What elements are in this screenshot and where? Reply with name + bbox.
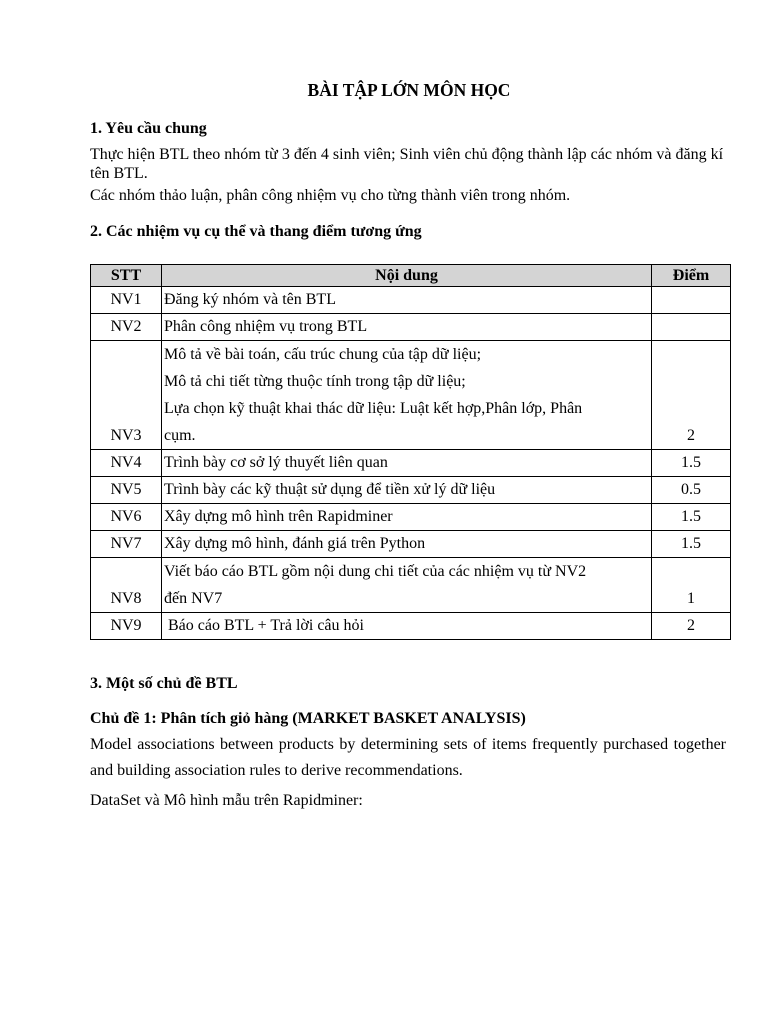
table-row <box>91 287 731 314</box>
table-row <box>91 341 731 450</box>
row-stt: NV9 <box>91 613 162 640</box>
row-content <box>162 558 652 613</box>
row-content-line: Trình bày cơ sở lý thuyết liên quan <box>164 454 388 471</box>
document-title: BÀI TẬP LỚN MÔN HỌC <box>307 80 511 100</box>
row-content-line: Mô tả chi tiết từng thuộc tính trong tập dữ liệu; <box>164 373 466 390</box>
header-diem: Điểm <box>652 265 731 287</box>
row-content <box>162 477 652 504</box>
table-row <box>91 531 731 558</box>
row-diem: 2 <box>652 341 731 450</box>
row-content-line: Phân công nhiệm vụ trong BTL <box>164 318 368 335</box>
section-1-paragraph-2: Các nhóm thảo luận, phân công nhiệm vụ cho từng thành viên trong nhóm. <box>90 187 571 204</box>
row-stt: NV8 <box>91 558 162 613</box>
row-stt: NV7 <box>91 531 162 558</box>
table-row <box>91 477 731 504</box>
topic-1-heading: Chủ đề 1: Phân tích giỏ hàng (MARKET BASKET ANALYSIS) <box>90 710 526 727</box>
row-stt: NV3 <box>91 341 162 450</box>
row-stt: NV5 <box>91 477 162 504</box>
table-header-row <box>91 265 731 287</box>
task-table <box>90 264 731 640</box>
header-noi-dung: Nội dung <box>162 265 652 287</box>
row-diem <box>652 287 731 314</box>
section-1-heading: 1. Yêu cầu chung <box>90 120 207 137</box>
row-content-line: Viết báo cáo BTL gồm nội dung chi tiết của các nhiệm vụ từ NV2 <box>164 563 587 580</box>
row-content-line: cụm. <box>164 427 196 444</box>
row-stt: NV6 <box>91 504 162 531</box>
row-diem: 1.5 <box>652 531 731 558</box>
row-content <box>162 341 652 450</box>
row-diem <box>652 314 731 341</box>
row-content <box>162 287 652 314</box>
row-content-line: Lựa chọn kỹ thuật khai thác dữ liệu: Luật kết hợp,Phân lớp, Phân <box>164 400 583 417</box>
row-content <box>162 531 652 558</box>
row-content <box>162 613 652 640</box>
row-content-line: Đăng ký nhóm và tên BTL <box>164 291 336 308</box>
section-2-heading: 2. Các nhiệm vụ cụ thể và thang điểm tương ứng <box>90 223 422 240</box>
row-diem: 0.5 <box>652 477 731 504</box>
row-diem: 1.5 <box>652 450 731 477</box>
row-stt: NV1 <box>91 287 162 314</box>
row-diem: 2 <box>652 613 731 640</box>
topic-1-description: Model associations between products by determining sets of items frequently purchased together and building association rules to derive recommendations. <box>90 736 726 779</box>
table-row <box>91 613 731 640</box>
row-content-line: Xây dựng mô hình, đánh giá trên Python <box>164 535 426 552</box>
row-content-line: Mô tả về bài toán, cấu trúc chung của tập dữ liệu; <box>164 346 482 363</box>
table-row <box>91 314 731 341</box>
row-content-line: Báo cáo BTL + Trả lời câu hỏi <box>164 617 364 634</box>
section-3-heading: 3. Một số chủ đề BTL <box>90 675 238 692</box>
row-content-line: Trình bày các kỹ thuật sử dụng để tiền xử lý dữ liệu <box>164 481 496 498</box>
section-1-paragraph-1: Thực hiện BTL theo nhóm từ 3 đến 4 sinh viên; Sinh viên chủ động thành lập các nhóm và đăng kí tên BTL. <box>90 146 724 182</box>
header-stt: STT <box>91 265 162 287</box>
row-content-line: Xây dựng mô hình trên Rapidminer <box>164 508 393 525</box>
row-content <box>162 504 652 531</box>
row-content <box>162 450 652 477</box>
table-row <box>91 504 731 531</box>
table-row <box>91 558 731 613</box>
row-diem: 1 <box>652 558 731 613</box>
row-stt: NV4 <box>91 450 162 477</box>
table-row <box>91 450 731 477</box>
topic-1-dataset-line: DataSet và Mô hình mẫu trên Rapidminer: <box>90 792 363 809</box>
row-stt: NV2 <box>91 314 162 341</box>
row-content-line: đến NV7 <box>164 590 223 607</box>
row-diem: 1.5 <box>652 504 731 531</box>
row-content <box>162 314 652 341</box>
